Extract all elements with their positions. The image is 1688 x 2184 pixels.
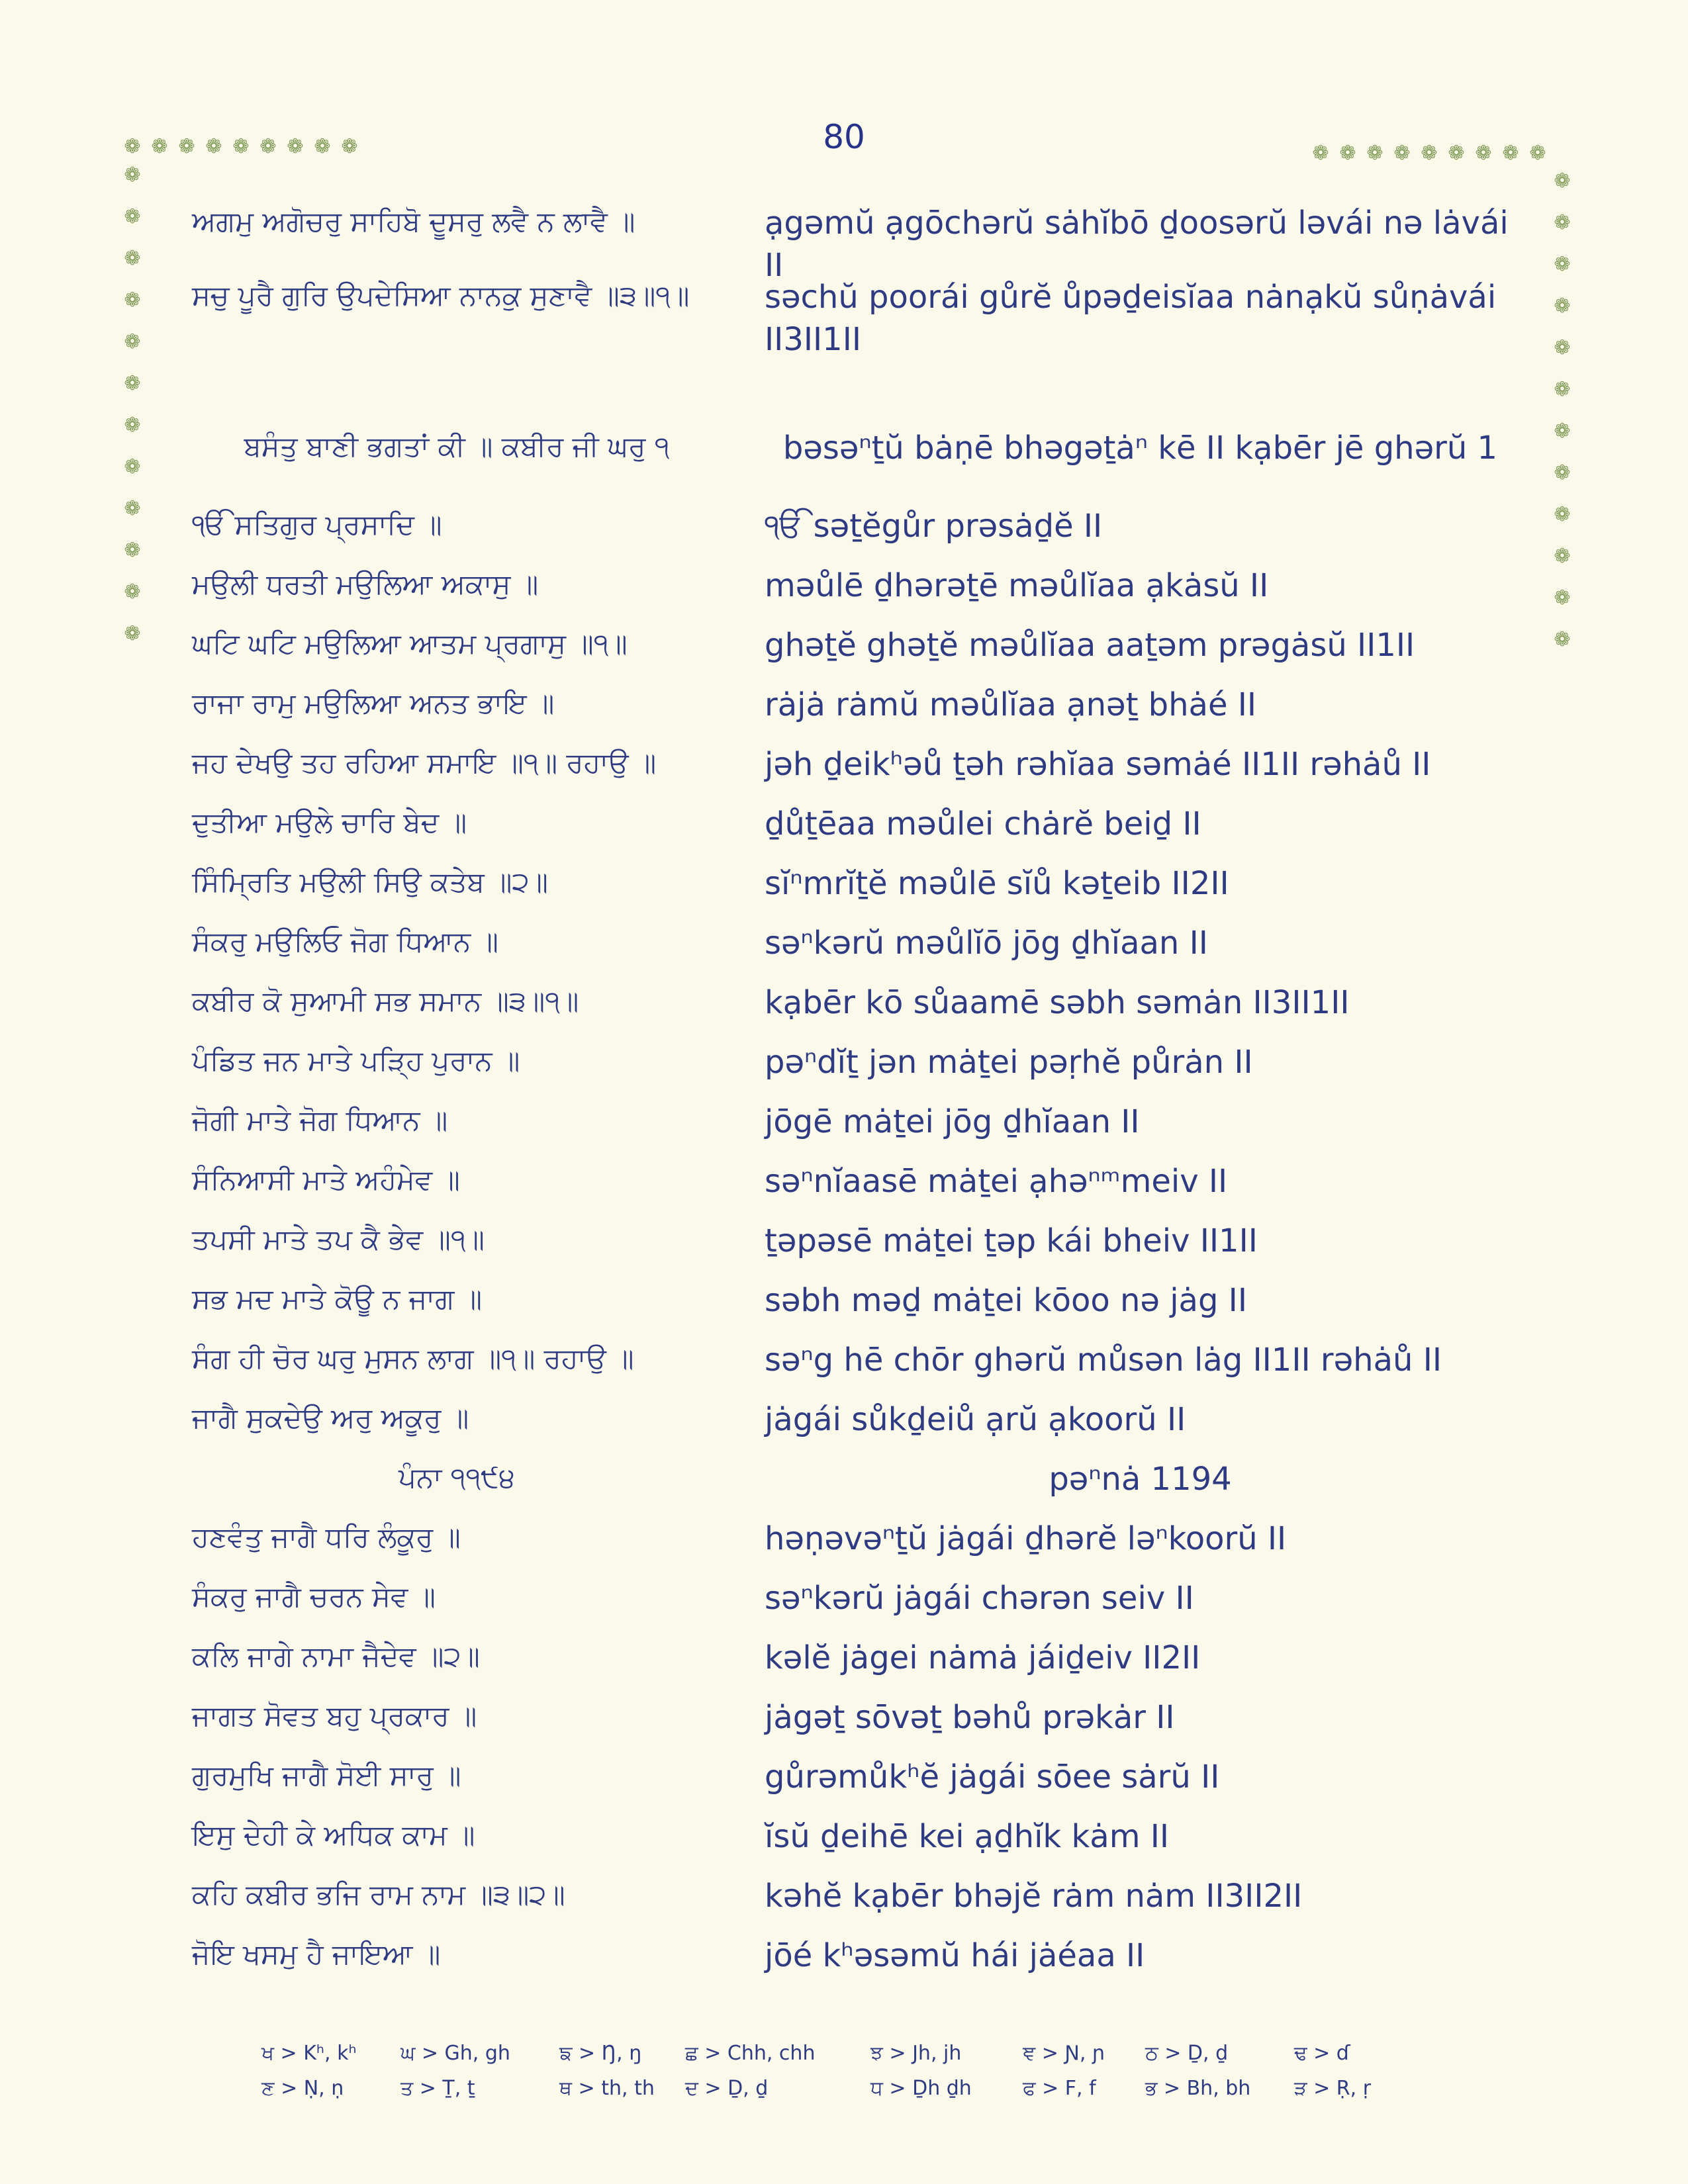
- flower-icon: ❁: [124, 135, 141, 158]
- transliteration-text: səⁿg hē chōr ghərŭ můsən lȧg II1II rəhȧů II: [765, 1342, 1442, 1379]
- transliteration-text: jȧgəṯ sōvəṯ bəhů prəkȧr II: [765, 1699, 1175, 1736]
- gurmukhi-text: ਪੰਡਿਤ ਜਨ ਮਾਤੇ ਪੜ੍ਹਿ ਪੁਰਾਨ ॥: [192, 1044, 520, 1077]
- legend-entry: ਞ > Ɲ, ɲ: [1023, 2042, 1105, 2065]
- transliteration-text: jōgē mȧṯei jōg ḏhĭaan II: [765, 1103, 1140, 1140]
- gurmukhi-text: ਹਣਵੰਤੁ ਜਾਗੈ ਧਰਿ ਲੰਕੂਰੁ ॥: [192, 1521, 461, 1553]
- gurmukhi-text: ਜੋਇ ਖਸਮੁ ਹੈ ਜਾਇਆ ॥: [192, 1938, 441, 1970]
- legend-entry: ਢ > ɗ: [1294, 2042, 1350, 2065]
- flower-icon: ❁: [1554, 211, 1571, 234]
- gurmukhi-text: ਅਗਮੁ ਅਗੋਚਰੁ ਸਾਹਿਬੋ ਦੂਸਰੁ ਲਵੈ ਨ ਲਾਵੈ ॥: [192, 205, 635, 238]
- flower-icon: ❁: [1475, 142, 1492, 165]
- flower-icon: ❁: [1421, 142, 1438, 165]
- flower-icon: ❁: [1554, 295, 1571, 318]
- transliteration-text: kạbēr kō sůaamē səbh səmȧn II3II1II: [765, 984, 1350, 1021]
- transliteration-text: səⁿkərŭ məůlĭō jōg ḏhĭaan II: [765, 925, 1208, 962]
- flower-icon: ❁: [1554, 378, 1571, 401]
- transliteration-text: səchŭ poorái gůrĕ ůpəḏeisĭaa nȧnạkŭ sůṇȧvái II3II1II: [765, 279, 1497, 358]
- gurmukhi-text: ਸਚੁ ਪੂਰੈ ਗੁਰਿ ਉਪਦੇਸਿਆ ਨਾਨਕੁ ਸੁਣਾਵੈ ॥੩॥੧॥: [192, 279, 690, 312]
- flower-icon: ❁: [259, 135, 277, 158]
- transliteration-text: ĭsŭ ḏeihē kei ạḏhĭk kȧm II: [765, 1818, 1170, 1855]
- flower-icon: ❁: [124, 289, 141, 312]
- legend-entry: ਛ > Chh, chh: [685, 2042, 816, 2065]
- transliteration-text: kəlĕ jȧgei nȧmȧ jáiḏeiv II2II: [765, 1639, 1201, 1676]
- flower-icon: ❁: [1554, 545, 1571, 568]
- legend-entry: ਘ > Gh, gh: [400, 2042, 510, 2065]
- transliteration-text: pəⁿnȧ 1194: [1049, 1461, 1232, 1498]
- gurmukhi-text: ਸਿੰਮ੍ਰਿਤਿ ਮਉਲੀ ਸਿਉ ਕਤੇਬ ॥੨॥: [192, 866, 548, 898]
- flower-icon: ❁: [341, 135, 358, 158]
- transliteration-text: pəⁿdĭṯ jən mȧṯei pəṛhĕ půrȧn II: [765, 1044, 1253, 1081]
- flower-icon: ❁: [1502, 142, 1519, 165]
- gurmukhi-text: ਜਾਗੈ ਸੁਕਦੇਉ ਅਰੁ ਅਕੂਰੁ ॥: [192, 1402, 469, 1434]
- transliteration-text: səbh məḏ mȧṯei kōoo nə jȧg II: [765, 1282, 1247, 1319]
- flower-icon: ❁: [1554, 253, 1571, 276]
- gurmukhi-text: ਦੁਤੀਆ ਮਉਲੇ ਚਾਰਿ ਬੇਦ ॥: [192, 806, 467, 839]
- flower-icon: ❁: [287, 135, 304, 158]
- transliteration-text: kəhĕ kạbēr bhəjĕ rȧm nȧm II3II2II: [765, 1878, 1303, 1915]
- legend-entry: ਝ > Jh, jh: [870, 2042, 962, 2065]
- transliteration-text: gůrəmůkʰĕ jȧgái sōee sȧrŭ II: [765, 1758, 1220, 1796]
- transliteration-text: sĭⁿmrĭṯĕ məůlē sĭů kəṯeib II2II: [765, 865, 1229, 902]
- gurmukhi-text: ਕਬੀਰ ਕੋ ਸੁਆਮੀ ਸਭ ਸਮਾਨ ॥੩॥੧॥: [192, 985, 579, 1017]
- transliteration-text: ghəṯĕ ghəṯĕ məůlĭaa aaṯəm prəgȧsŭ II1II: [765, 627, 1415, 664]
- flower-icon: ❁: [124, 330, 141, 353]
- flower-icon: ❁: [205, 135, 222, 158]
- legend-entry: ਫ > F, f: [1023, 2077, 1096, 2100]
- gurmukhi-text: ਸਭ ਮਦ ਮਾਤੇ ਕੋਊ ਨ ਜਾਗ ॥: [192, 1283, 483, 1315]
- gurmukhi-text: ਜਾਗਤ ਸੋਵਤ ਬਹੁ ਪ੍ਰਕਾਰ ॥: [192, 1700, 477, 1732]
- legend-entry: ਤ > Ṯ, ṯ: [400, 2077, 475, 2100]
- flower-icon: ❁: [232, 135, 250, 158]
- legend-entry: ਭ > Bh, bh: [1145, 2077, 1251, 2100]
- transliteration-text: rȧjȧ rȧmŭ məůlĭaa ạnəṯ bhȧé II: [765, 686, 1257, 723]
- gurmukhi-text: ੴ ਸਤਿਗੁਰ ਪ੍ਰਸਾਦਿ ॥: [192, 508, 442, 541]
- flower-icon: ❁: [1554, 461, 1571, 484]
- flower-icon: ❁: [1393, 142, 1411, 165]
- flower-icon: ❁: [124, 372, 141, 395]
- gurmukhi-text: ਸੰਗ ਹੀ ਚੋਰ ਘਰੁ ਮੁਸਨ ਲਾਗ ॥੧॥ ਰਹਾਉ ॥: [192, 1342, 634, 1375]
- flower-icon: ❁: [1366, 142, 1383, 165]
- transliteration-text: səⁿkərŭ jȧgái chərən seiv II: [765, 1580, 1194, 1617]
- flower-icon: ❁: [124, 539, 141, 562]
- flower-icon: ❁: [1554, 169, 1571, 193]
- transliteration-text: ḏůṯēaa məůlei chȧrĕ beiḏ II: [765, 805, 1201, 842]
- flower-icon: ❁: [1554, 420, 1571, 443]
- flower-icon: ❁: [1529, 142, 1546, 165]
- gurmukhi-text: ਸੰਨਿਆਸੀ ਮਾਤੇ ਅਹੰਮੇਵ ॥: [192, 1163, 460, 1196]
- flower-icon: ❁: [1312, 142, 1329, 165]
- flower-icon: ❁: [314, 135, 331, 158]
- gurmukhi-text: ਤਪਸੀ ਮਾਤੇ ਤਪ ਕੈ ਭੇਵ ॥੧॥: [192, 1223, 485, 1255]
- transliteration-text: jəh ḏeikʰəů ṯəh rəhĭaa səmȧé II1II rəhȧů II: [765, 746, 1431, 783]
- flower-icon: ❁: [1448, 142, 1465, 165]
- gurmukhi-text: ਗੁਰਮੁਖਿ ਜਾਗੈ ਸੋਈ ਸਾਰੁ ॥: [192, 1759, 461, 1792]
- flower-icon: ❁: [1554, 503, 1571, 526]
- transliteration-text: səⁿnĭaasē mȧṯei ạhəⁿᵐmeiv II: [765, 1163, 1228, 1200]
- legend-entry: ਥ > th, th: [559, 2077, 655, 2100]
- flower-icon: ❁: [124, 247, 141, 270]
- legend-entry: ਣ > Ṇ, ṇ: [261, 2077, 344, 2100]
- flower-icon: ❁: [124, 455, 141, 478]
- flower-icon: ❁: [1554, 336, 1571, 359]
- flower-icon: ❁: [124, 414, 141, 437]
- legend-entry: ਖ > Kʰ, kʰ: [261, 2042, 357, 2065]
- flower-icon: ❁: [124, 205, 141, 228]
- flower-icon: ❁: [124, 497, 141, 520]
- gurmukhi-text: ਸੰਕਰੁ ਮਉਲਿਓ ਜੋਗ ਧਿਆਨ ॥: [192, 925, 498, 958]
- gurmukhi-text: ਇਸੁ ਦੇਹੀ ਕੇ ਅਧਿਕ ਕਾਮ ॥: [192, 1819, 475, 1851]
- page-number: 80: [823, 118, 865, 156]
- transliteration-text: həṇəvəⁿṯŭ jȧgái ḏhərĕ ləⁿkoorŭ II: [765, 1520, 1287, 1557]
- legend-entry: ਦ > Ḏ, ḏ: [685, 2077, 769, 2100]
- gurmukhi-text: ਕਲਿ ਜਾਗੇ ਨਾਮਾ ਜੈਦੇਵ ॥੨॥: [192, 1640, 480, 1672]
- transliteration-text: jōé kʰəsəmŭ hái jȧéaa II: [765, 1937, 1145, 1974]
- flower-icon: ❁: [151, 135, 168, 158]
- gurmukhi-text: ਜੋਗੀ ਮਾਤੇ ਜੋਗ ਧਿਆਨ ॥: [192, 1104, 448, 1136]
- flower-icon: ❁: [124, 622, 141, 645]
- transliteration-text: ੴ səṯĕgůr prəsȧḏĕ II: [765, 508, 1103, 545]
- legend-entry: ੜ > Ṛ, ṛ: [1294, 2077, 1372, 2100]
- transliteration-text: ṯəpəsē mȧṯei ṯəp kái bheiv II1II: [765, 1222, 1258, 1259]
- gurmukhi-text: ਸੰਕਰੁ ਜਾਗੈ ਚਰਨ ਸੇਵ ॥: [192, 1580, 436, 1613]
- transliteration-text: ạgəmŭ ạgōchərŭ sȧhĭbō ḏoosərŭ ləvái nə lȧvái II: [765, 205, 1509, 284]
- flower-icon: ❁: [178, 135, 195, 158]
- gurmukhi-text: ਜਹ ਦੇਖਉ ਤਹ ਰਹਿਆ ਸਮਾਇ ॥੧॥ ਰਹਾਉ ॥: [192, 747, 657, 779]
- gurmukhi-text: ਰਾਜਾ ਰਾਮੁ ਮਉਲਿਆ ਅਨਤ ਭਾਇ ॥: [192, 687, 555, 719]
- gurmukhi-text: ਕਹਿ ਕਬੀਰ ਭਜਿ ਰਾਮ ਨਾਮ ॥੩॥੨॥: [192, 1878, 565, 1911]
- gurmukhi-text: ਪੰਨਾ ੧੧੯੪: [398, 1461, 516, 1494]
- gurmukhi-text: ਬਸੰਤੁ ਬਾਣੀ ਭਗਤਾਂ ਕੀ ॥ ਕਬੀਰ ਜੀ ਘਰੁ ੧: [244, 430, 670, 463]
- legend-entry: ਠ > Ḏ, ḏ: [1145, 2042, 1229, 2065]
- flower-icon: ❁: [1554, 586, 1571, 610]
- transliteration-text: bəsəⁿṯŭ bȧṇē bhəgəṯȧⁿ kē II kạbēr jē ghərŭ 1: [782, 430, 1498, 467]
- transliteration-text: jȧgái sůkḏeiů ạrŭ ạkoorŭ II: [765, 1401, 1186, 1438]
- flower-icon: ❁: [1339, 142, 1356, 165]
- flower-icon: ❁: [124, 580, 141, 604]
- transliteration-text: məůlē ḏhərəṯē məůlĭaa ạkȧsŭ II: [765, 567, 1269, 604]
- gurmukhi-text: ਘਟਿ ਘਟਿ ਮਉਲਿਆ ਆਤਮ ਪ੍ਰਗਾਸੁ ॥੧॥: [192, 627, 628, 660]
- flower-icon: ❁: [1554, 628, 1571, 651]
- flower-icon: ❁: [124, 163, 141, 187]
- legend-entry: ਙ > Ŋ, ŋ: [559, 2042, 642, 2065]
- legend-entry: ਧ > Ḏh ḏh: [870, 2077, 972, 2100]
- gurmukhi-text: ਮਉਲੀ ਧਰਤੀ ਮਉਲਿਆ ਅਕਾਸੁ ॥: [192, 568, 539, 600]
